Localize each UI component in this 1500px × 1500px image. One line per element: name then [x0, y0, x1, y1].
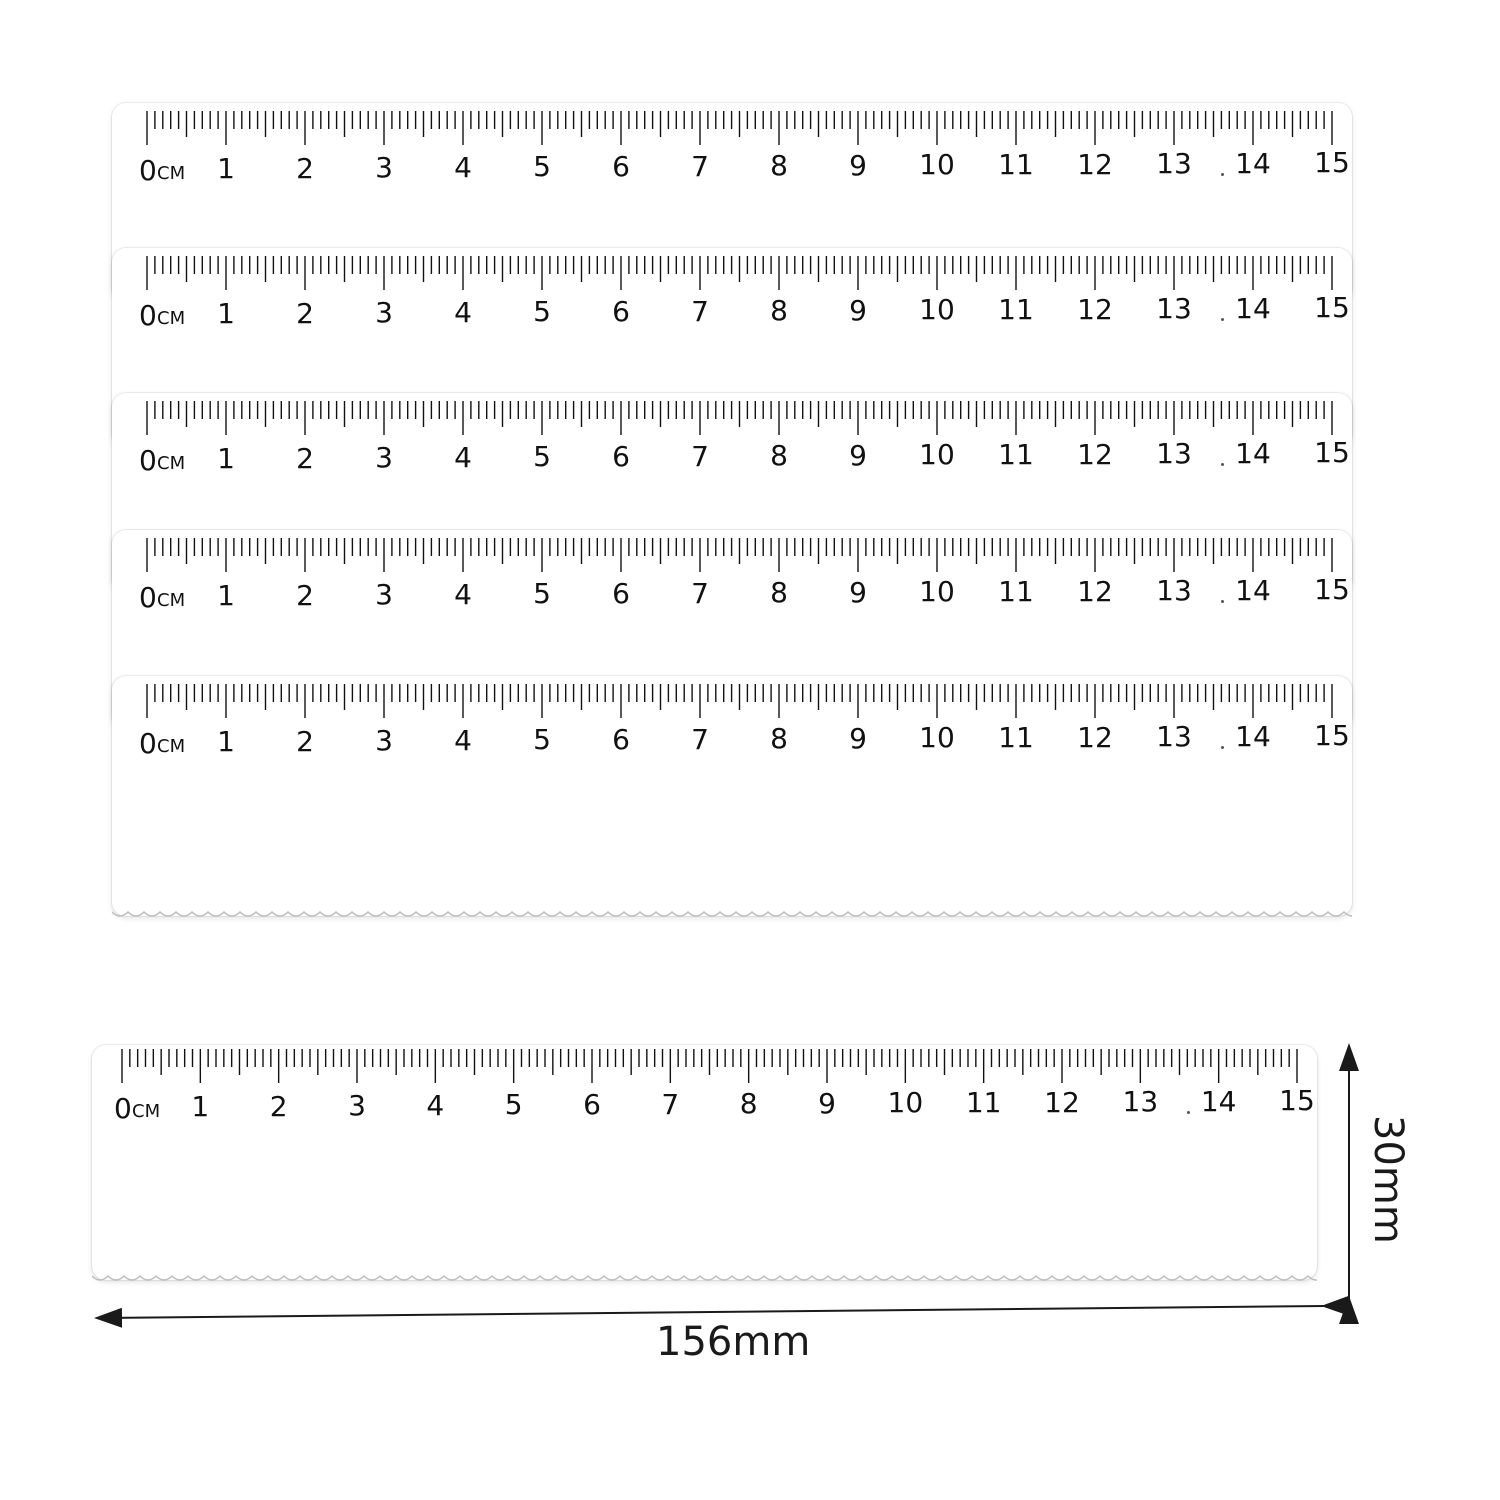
cm-number: 14 [1235, 719, 1271, 753]
cm-number: 6 [612, 577, 630, 610]
cm-number: 1 [217, 297, 235, 330]
cm-number: 11 [998, 438, 1034, 471]
cm-number: 11 [965, 1086, 1002, 1119]
cm-number: 6 [612, 440, 630, 473]
cm-number: 12 [1077, 720, 1113, 754]
cm-number: 15 [1314, 573, 1350, 607]
cm-number: 11 [998, 721, 1034, 754]
zero-label: 0 [139, 154, 157, 187]
height-dimension-label: 30mm [1365, 1115, 1411, 1244]
cm-number: 2 [296, 724, 314, 758]
cm-number: 13 [1156, 292, 1192, 326]
cm-number: 13 [1122, 1085, 1159, 1119]
cm-number: 9 [849, 148, 867, 182]
cm-number: 9 [849, 293, 867, 327]
cm-number: 6 [583, 1088, 601, 1121]
unit-label: CM [157, 736, 186, 757]
cm-number: 10 [919, 721, 955, 755]
cm-number: 14 [1235, 146, 1271, 180]
zero-label: 0 [114, 1092, 132, 1125]
cm-number: 2 [269, 1089, 288, 1123]
cm-number: 15 [1279, 1084, 1315, 1118]
cm-number: 1 [217, 725, 235, 758]
unit-label: CM [157, 453, 186, 474]
cm-number: 3 [375, 441, 393, 475]
cm-number: 5 [533, 723, 551, 757]
cm-number: 13 [1156, 147, 1192, 181]
width-arrow [98, 1306, 1325, 1318]
cm-number: 2 [296, 296, 314, 330]
unit-label: CM [157, 163, 186, 184]
unit-label: CM [157, 590, 186, 611]
cm-number: 13 [1156, 720, 1192, 754]
cm-number: 3 [375, 578, 393, 612]
cm-number: 8 [770, 294, 788, 328]
cm-number: 4 [454, 150, 472, 184]
cm-number: 9 [818, 1086, 836, 1120]
cm-number: 9 [849, 721, 867, 755]
cm-number: 2 [296, 578, 314, 612]
cm-number: 4 [454, 295, 472, 329]
cm-number: 10 [919, 148, 955, 182]
cm-number: 15 [1314, 719, 1350, 753]
cm-number: 10 [919, 438, 955, 472]
cm-number: 5 [533, 440, 551, 474]
cm-number: 4 [426, 1088, 445, 1122]
zero-label: 0 [139, 299, 157, 332]
cm-number: 4 [454, 440, 472, 474]
unit-label: CM [132, 1101, 161, 1122]
cm-number: 7 [691, 149, 709, 183]
cm-number: 2 [296, 151, 314, 185]
cm-number: 1 [217, 152, 235, 185]
cm-number: 15 [1314, 146, 1350, 180]
cm-number: 9 [849, 575, 867, 609]
cm-number: 11 [998, 148, 1034, 181]
cm-number: 11 [998, 575, 1034, 608]
cm-number: 1 [217, 579, 235, 612]
cm-number: 14 [1235, 573, 1271, 607]
cm-number: 14 [1235, 291, 1271, 325]
cm-number: 2 [296, 441, 314, 475]
cm-number: 15 [1314, 436, 1350, 470]
zero-label: 0 [139, 727, 157, 760]
cm-number: 3 [375, 151, 393, 185]
cm-number: 5 [533, 577, 551, 611]
cm-number: 12 [1077, 574, 1113, 608]
cm-number: 8 [770, 439, 788, 473]
cm-number: 3 [375, 296, 393, 330]
cm-number: 6 [612, 723, 630, 756]
cm-number: 13 [1156, 574, 1192, 608]
cm-number: 12 [1077, 437, 1113, 471]
zero-label: 0 [139, 581, 157, 614]
cm-number: 6 [612, 295, 630, 328]
cm-number: 10 [919, 293, 955, 327]
cm-number: 7 [691, 722, 709, 756]
cm-number: 3 [375, 724, 393, 758]
cm-number: 3 [348, 1089, 366, 1123]
cm-number: 12 [1077, 292, 1113, 326]
cm-number: 11 [998, 293, 1034, 326]
cm-number: 7 [661, 1087, 680, 1121]
cm-number: 8 [770, 722, 788, 756]
cm-number: 7 [691, 439, 709, 473]
cm-number: 10 [887, 1086, 924, 1120]
cm-number: 12 [1077, 147, 1113, 181]
cm-number: 5 [533, 150, 551, 184]
unit-label: CM [157, 308, 186, 329]
cm-number: 13 [1156, 437, 1192, 471]
cm-number: 1 [217, 442, 235, 475]
cm-number: 6 [612, 150, 630, 183]
cm-number: 10 [919, 575, 955, 609]
cm-number: 7 [691, 576, 709, 610]
cm-number: 4 [454, 723, 472, 757]
cm-number: 8 [739, 1087, 758, 1121]
cm-number: 1 [191, 1090, 210, 1123]
zero-label: 0 [139, 444, 157, 477]
cm-number: 5 [504, 1088, 523, 1122]
cm-number: 8 [770, 149, 788, 183]
cm-number: 14 [1200, 1084, 1237, 1118]
cm-number: 14 [1235, 436, 1271, 470]
cm-number: 9 [849, 438, 867, 472]
cm-number: 12 [1044, 1085, 1080, 1119]
cm-number: 7 [691, 294, 709, 328]
cm-number: 4 [454, 577, 472, 611]
cm-number: 15 [1314, 291, 1350, 325]
cm-number: 5 [533, 295, 551, 329]
width-dimension-label: 156mm [656, 1319, 811, 1365]
cm-number: 8 [770, 576, 788, 610]
